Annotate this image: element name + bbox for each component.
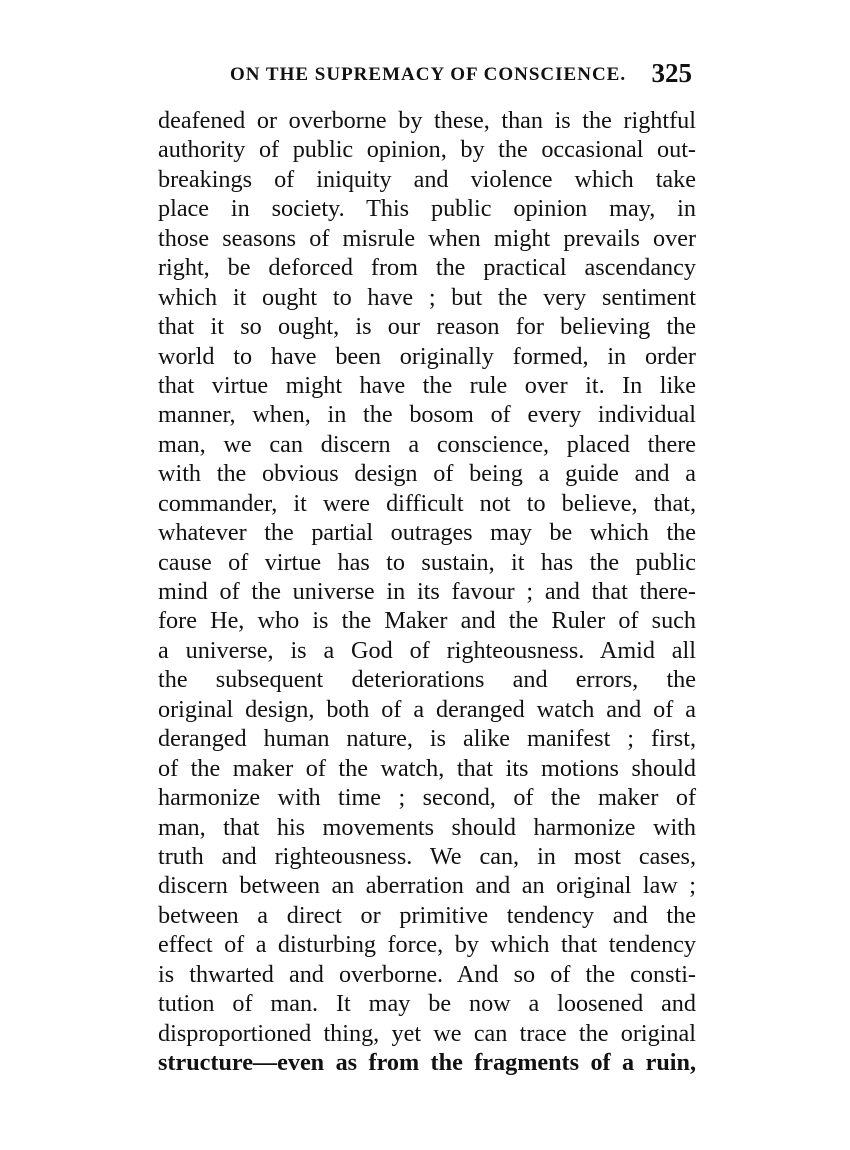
text-line-18: fore He, who is the Maker and the Ruler of such <box>158 607 696 635</box>
text-line-25: man, that his movements should harmonize with <box>158 813 696 841</box>
text-line-24: harmonize with time ; second, of the maker of <box>158 784 696 812</box>
text-line-15: whatever the partial outrages may be which the <box>158 519 696 547</box>
text-line-10: that virtue might have the rule over it. In like <box>158 371 696 399</box>
text-line-30: is thwarted and overborne. And so of the consti- <box>158 960 696 988</box>
text-line-29: effect of a disturbing force, by which that tendency <box>158 931 696 959</box>
text-line-33: structure—even as from the fragments of a ruin, <box>158 1049 696 1076</box>
text-line-32: disproportioned thing, yet we can trace the original <box>158 1019 696 1047</box>
text-line-4: place in society. This public opinion may, in <box>158 195 696 223</box>
text-line-27: discern between an aberration and an original law ; <box>158 872 696 900</box>
text-line-6: right, be deforced from the practical ascendancy <box>158 254 696 282</box>
text-line-31: tution of man. It may be now a loosened and <box>158 990 696 1018</box>
text-line-1: deafened or overborne by these, than is the rightful <box>158 107 696 134</box>
page-number: 325 <box>651 58 692 88</box>
text-line-14: commander, it were difficult not to believe, that, <box>158 489 696 517</box>
text-line-23: of the maker of the watch, that its motions should <box>158 754 696 782</box>
text-line-21: original design, both of a deranged watch and of a <box>158 695 696 723</box>
text-line-26: truth and righteousness. We can, in most cases, <box>158 842 696 870</box>
text-line-22: deranged human nature, is alike manifest ; first, <box>158 725 696 753</box>
text-line-7: which it ought to have ; but the very sentiment <box>158 283 696 311</box>
text-line-3: breakings of iniquity and violence which take <box>158 165 696 193</box>
text-line-12: man, we can discern a conscience, placed there <box>158 430 696 458</box>
text-line-17: mind of the universe in its favour ; and that there- <box>158 578 696 605</box>
text-line-20: the subsequent deteriorations and errors, the <box>158 666 696 694</box>
text-line-28: between a direct or primitive tendency and the <box>158 901 696 929</box>
running-head <box>158 58 696 90</box>
text-line-5: those seasons of misrule when might prevails over <box>158 224 696 252</box>
text-line-19: a universe, is a God of righteousness. Amid all <box>158 636 696 664</box>
body-text <box>158 106 696 1077</box>
text-line-9: world to have been originally formed, in order <box>158 342 696 370</box>
running-title: ON THE SUPREMACY OF CONSCIENCE. <box>230 64 627 85</box>
text-line-13: with the obvious design of being a guide and a <box>158 460 696 488</box>
text-line-8: that it so ought, is our reason for believing the <box>158 313 696 341</box>
text-line-2: authority of public opinion, by the occasional out- <box>158 136 696 164</box>
text-line-16: cause of virtue has to sustain, it has the public <box>158 548 696 576</box>
text-line-11: manner, when, in the bosom of every individual <box>158 401 696 429</box>
